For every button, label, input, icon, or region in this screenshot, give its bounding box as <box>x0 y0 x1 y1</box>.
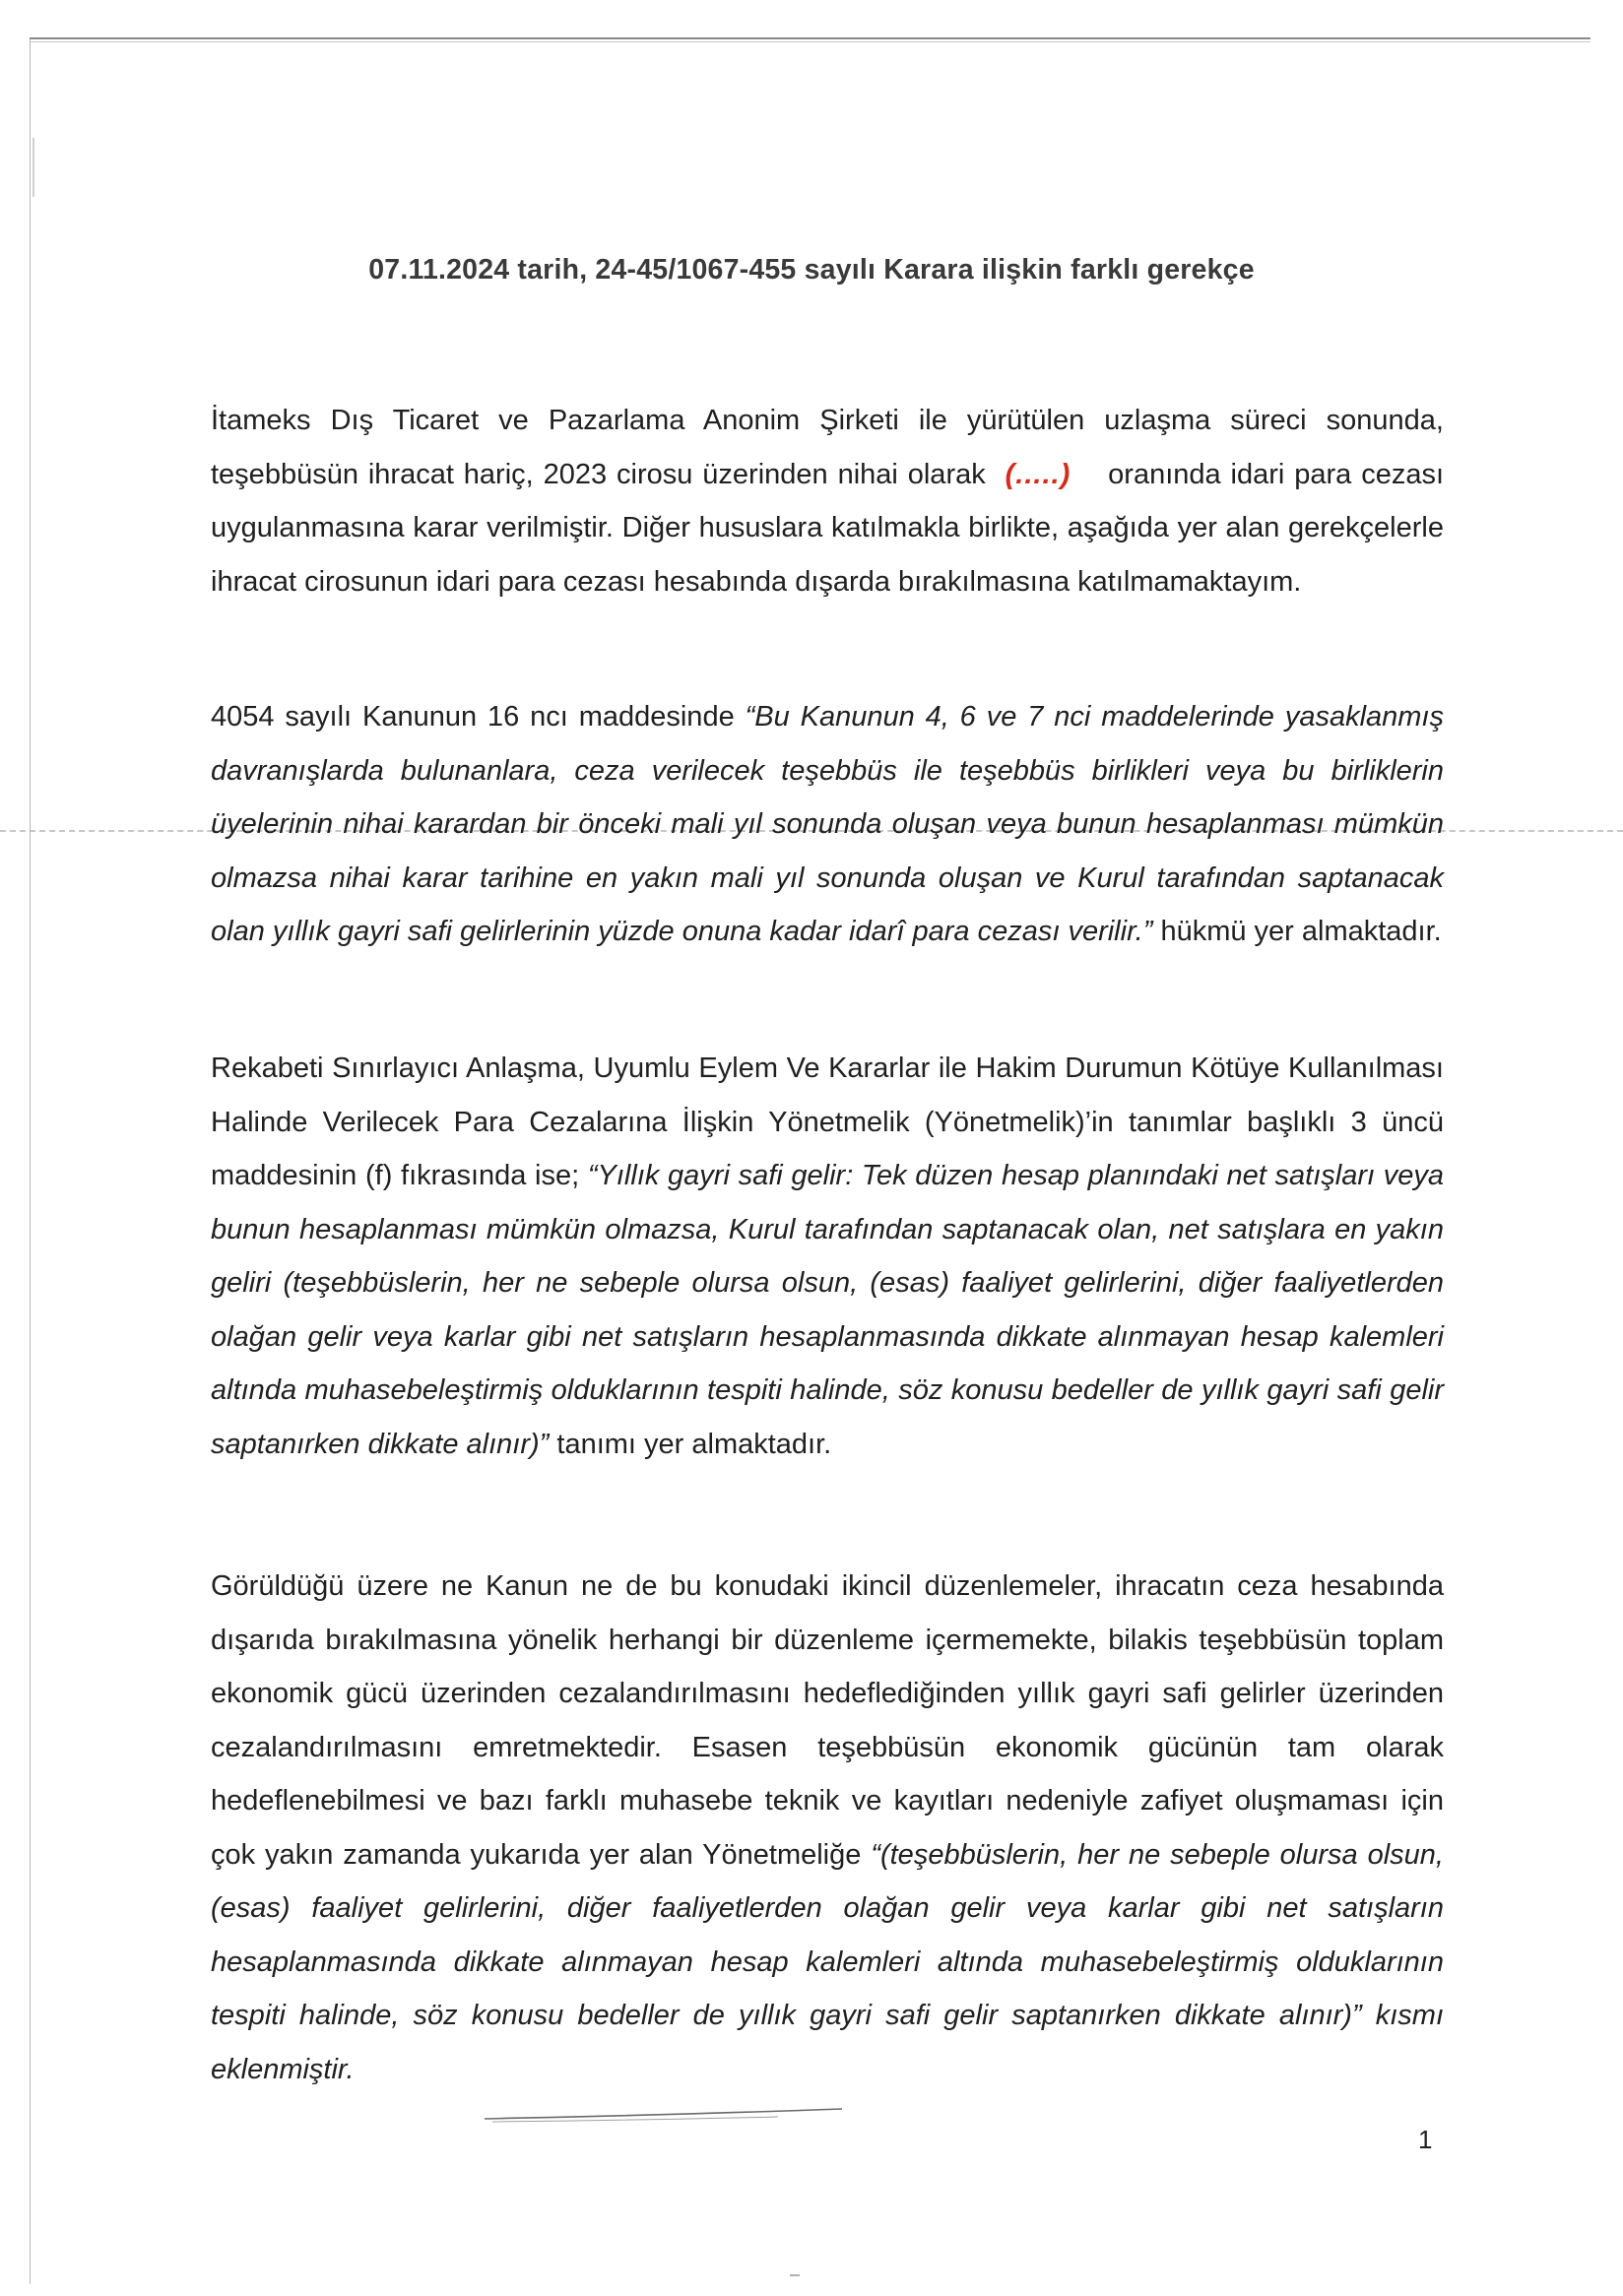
pen-stroke-mark <box>483 2105 847 2125</box>
redacted-rate: (.....) <box>1005 458 1071 490</box>
paragraph-settlement <box>211 394 1444 608</box>
scan-border-top-shadow <box>30 41 1591 42</box>
page-number: 1 <box>1418 2125 1433 2154</box>
paragraph-4-intro: Görüldüğü üzere ne Kanun ne de bu konudaki ikincil düzenlemeler, ihracatın ceza hesabında dışarıda bırakılmasına yönelik herhangi bir düzenleme içermemekte, bilakis teşebbüsün toplam ekonomik gücü üzerinden cezalandırılmasını hedeflediğinden yıllık gayri safi gelirler üzerinden cezalandırılmasını emretmektedir. Esasen teşebbüsün ekonomik gücünün tam olarak hedeflenebilmesi ve bazı farklı muhasebe teknik ve kayıtları nedeniyle zafiyet oluşmaması için çok yakın zamanda yukarıda yer alan Yönetmeliğe <box>211 1570 1444 1871</box>
paragraph-2-outro: hükmü yer almaktadır. <box>1160 916 1442 947</box>
amendment-quote: “(teşebbüslerin, her ne sebeple olursa olsun, (esas) faaliyet gelirlerini, diğer faaliyetlerden olağan gelir veya karlar gibi net satışların hesaplanmasında dikkate alınmayan hesap kalemleri altında muhasebeleştirmiş olduklarının tespiti halinde, söz konusu bedeller de yıllık gayri safi gelir saptanırken dikkate alınır)” <box>211 1838 1444 2031</box>
scan-artifact <box>32 138 34 197</box>
paragraph-1-text-a: İtameks Dış Ticaret ve Pazarlama Anonim Şirketi ile yürütülen uzlaşma süreci sonunda, teşebbüsün ihracat hariç, 2023 cirosu üzerinden nihai olarak <box>211 405 1444 490</box>
scan-border-left <box>30 39 31 2284</box>
paragraph-regulation <box>211 1042 1444 1471</box>
paragraph-conclusion <box>211 1560 1444 2096</box>
scan-border-top <box>30 37 1591 39</box>
law-quote: “Bu Kanunun 4, 6 ve 7 nci maddelerinde yasaklanmış davranışlarda bulunanlara, ceza verilecek teşebbüs ile teşebbüs birlikleri veya bu birliklerin üyelerinin nihai karardan bir önceki mali yıl sonunda oluşan veya bunun hesaplanması mümkün olmazsa nihai karar tarihine en yakın mali yıl sonunda oluşan ve Kurul tarafından saptanacak olan yıllık gayri safi gelirlerinin yüzde onuna kadar idarî para cezası verilir.” <box>211 701 1444 947</box>
paragraph-law-article <box>211 690 1444 959</box>
regulation-quote: “Yıllık gayri safi gelir: Tek düzen hesap planındaki net satışları veya bunun hesaplanması mümkün olmazsa, Kurul tarafından saptanacak olan, net satışlara en yakın geliri (teşebbüslerin, her ne sebeple olursa olsun, (esas) faaliyet gelirlerini, diğer faaliyetlerden olağan gelir veya karlar gibi net satışların hesaplanmasında dikkate alınmayan hesap kalemleri altında muhasebeleştirmiş olduklarının tespiti halinde, söz konusu bedeller de yıllık gayri safi gelir saptanırken dikkate alınır)” <box>211 1160 1445 1460</box>
scan-artifact-bottom <box>790 2274 800 2276</box>
paragraph-4-outro: kısmı eklenmiştir. <box>211 2000 1445 2085</box>
document-title: 07.11.2024 tarih, 24-45/1067-455 sayılı Karara ilişkin farklı gerekçe <box>368 254 1255 286</box>
paragraph-3-outro: tanımı yer almaktadır. <box>556 1428 832 1460</box>
paragraph-1-text-b: oranında idari para cezası uygulanmasına karar verilmiştir. Diğer hususlara katılmakla birlikte, aşağıda yer alan gerekçelerle ihracat cirosunun idari para cezası hesabında dışarda bırakılmasına katılmamaktayım. <box>211 458 1445 598</box>
paragraph-2-intro: 4054 sayılı Kanunun 16 ncı maddesinde <box>211 701 735 733</box>
paragraph-3-intro: Rekabeti Sınırlayıcı Anlaşma, Uyumlu Eylem Ve Kararlar ile Hakim Durumun Kötüye Kullanılması Halinde Verilecek Para Cezalarına İlişkin Yönetmelik (Yönetmelik)’in tanımlar başlıklı 3 üncü maddesinin (f) fıkrasında ise; <box>211 1052 1444 1191</box>
